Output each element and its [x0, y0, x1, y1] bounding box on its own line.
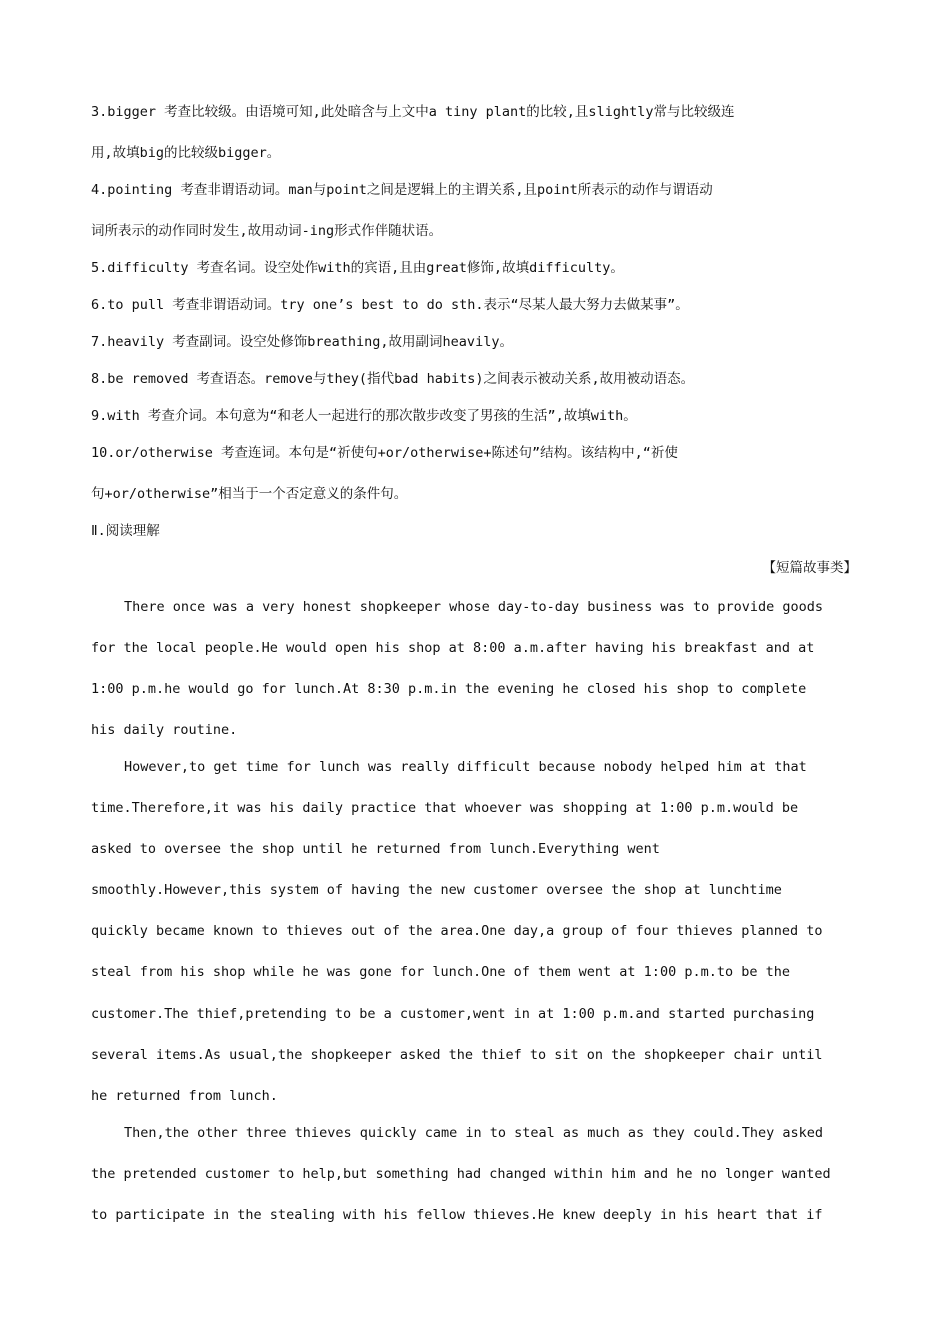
answer-10-line-1: 10.or/otherwise 考查连词。本句是“祈使句+or/otherwise+陈述句”结构。该结构中,“祈使	[91, 445, 678, 461]
passage-line: Then,the other three thieves quickly came in to steal as much as they could.They asked	[124, 1125, 823, 1141]
answer-3-line-1: 3.bigger 考查比较级。由语境可知,此处暗含与上文中a tiny plant的比较,且slightly常与比较级连	[91, 104, 735, 120]
answer-3-line-2: 用,故填big的比较级bigger。	[91, 145, 281, 161]
passage-line: steal from his shop while he was gone for lunch.One of them went at 1:00 p.m.to be the	[91, 964, 790, 980]
passage-line: time.Therefore,it was his daily practice that whoever was shopping at 1:00 p.m.would be	[91, 800, 799, 816]
passage-line: smoothly.However,this system of having the new customer oversee the shop at lunchtime	[91, 882, 782, 898]
passage-line: several items.As usual,the shopkeeper asked the thief to sit on the shopkeeper chair until	[91, 1047, 823, 1063]
passage-line: quickly became known to thieves out of the area.One day,a group of four thieves planned to	[91, 923, 823, 939]
passage-line: for the local people.He would open his shop at 8:00 a.m.after having his breakfast and at	[91, 640, 815, 656]
passage-line: 1:00 p.m.he would go for lunch.At 8:30 p.m.in the evening he closed his shop to complete	[91, 681, 807, 697]
answer-6: 6.to pull 考查非谓语动词。try one’s best to do sth.表示“尽某人最大努力去做某事”。	[91, 297, 689, 313]
answer-7: 7.heavily 考查副词。设空处修饰breathing,故用副词heavily。	[91, 334, 513, 350]
answer-9: 9.with 考查介词。本句意为“和老人一起进行的那次散步改变了男孩的生活”,故填with。	[91, 408, 637, 424]
answer-10-line-2: 句+or/otherwise”相当于一个否定意义的条件句。	[91, 486, 408, 502]
answer-8: 8.be removed 考查语态。remove与they(指代bad habits)之间表示被动关系,故用被动语态。	[91, 371, 695, 387]
passage-line: There once was a very honest shopkeeper whose day-to-day business was to provide goods	[124, 599, 823, 615]
passage-line: However,to get time for lunch was really difficult because nobody helped him at that	[124, 759, 807, 775]
passage-line: asked to oversee the shop until he returned from lunch.Everything went	[91, 841, 660, 857]
passage-line: the pretended customer to help,but something had changed within him and he no longer wanted	[91, 1166, 831, 1182]
answer-4-line-2: 词所表示的动作同时发生,故用动词-ing形式作伴随状语。	[91, 223, 443, 239]
section-heading: Ⅱ.阅读理解	[91, 523, 160, 539]
passage-line: his daily routine.	[91, 722, 238, 738]
passage-line: he returned from lunch.	[91, 1088, 278, 1104]
answer-4-line-1: 4.pointing 考查非谓语动词。man与point之间是逻辑上的主谓关系,且point所表示的动作与谓语动	[91, 182, 713, 198]
passage-category-tag: 【短篇故事类】	[762, 560, 857, 576]
passage-line: customer.The thief,pretending to be a customer,went in at 1:00 p.m.and started purchasing	[91, 1006, 815, 1022]
answer-5: 5.difficulty 考查名词。设空处作with的宾语,且由great修饰,故填difficulty。	[91, 260, 624, 276]
passage-line: to participate in the stealing with his fellow thieves.He knew deeply in his heart that if	[91, 1207, 823, 1223]
